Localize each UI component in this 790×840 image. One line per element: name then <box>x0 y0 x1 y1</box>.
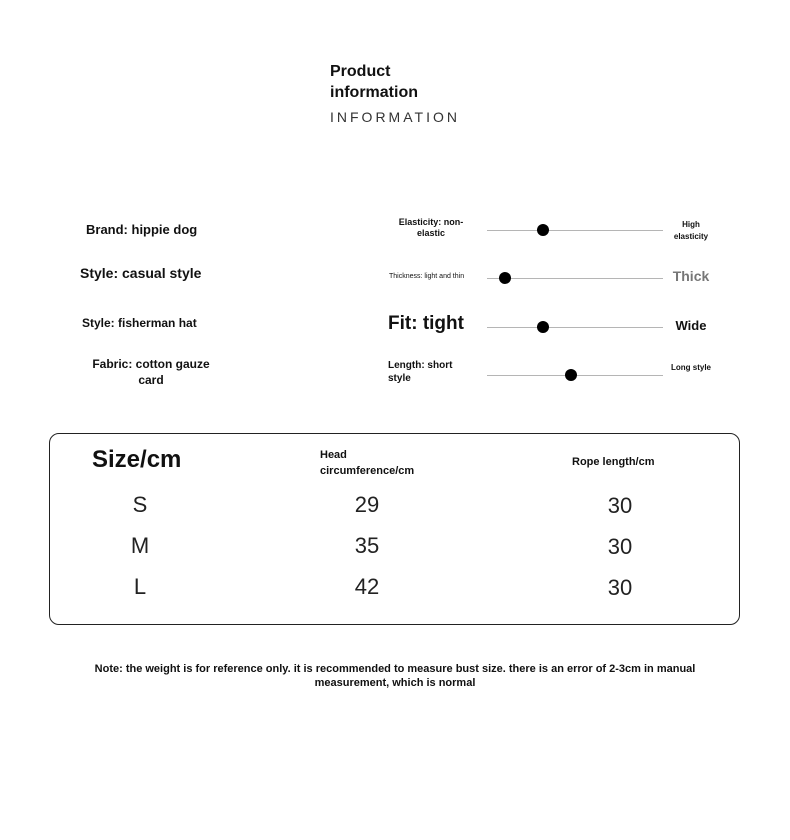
fit-label: Fit: tight <box>388 313 464 334</box>
head-cell: 42 <box>354 574 380 599</box>
section-title: Product information <box>330 63 418 101</box>
head-column-header: Head circumference/cm <box>320 449 415 477</box>
size-cell: S <box>132 492 148 517</box>
hat-style-label: Style: fisherman hat <box>82 316 197 330</box>
fit-indicator <box>537 321 549 333</box>
rope-cell: 30 <box>607 493 633 518</box>
fit-track <box>487 327 663 328</box>
thickness-max-label: Thick <box>672 268 710 284</box>
length-label: Length: short style <box>388 360 453 384</box>
length-track <box>487 375 663 376</box>
rope-cell: 30 <box>607 534 633 559</box>
size-cell: M <box>130 533 150 558</box>
style-label: Style: casual style <box>80 265 202 281</box>
size-cell: L <box>133 574 147 599</box>
fabric-label: Fabric: cotton gauze card <box>92 357 210 387</box>
section-subtitle: INFORMATION <box>330 109 460 125</box>
size-column-header: Size/cm <box>92 446 182 473</box>
elasticity-indicator <box>537 224 549 236</box>
thickness-indicator <box>499 272 511 284</box>
thickness-label: Thickness: light and thin <box>389 273 465 280</box>
fit-max-label: Wide <box>675 318 707 333</box>
rope-column-header: Rope length/cm <box>572 456 655 468</box>
head-cell: 29 <box>354 492 380 517</box>
length-max-label: Long style <box>670 363 711 372</box>
elasticity-track <box>487 230 663 231</box>
measurement-note: Note: the weight is for reference only. it is recommended to measure bust size. there is an error of 2-3cm in manual measurement, which is normal <box>94 663 696 689</box>
head-cell: 35 <box>354 533 380 558</box>
elasticity-label: Elasticity: non-elastic <box>398 217 464 238</box>
length-indicator <box>565 369 577 381</box>
rope-cell: 30 <box>607 575 633 600</box>
thickness-track <box>487 278 663 279</box>
elasticity-max-label: High elasticity <box>673 220 709 241</box>
brand-label: Brand: hippie dog <box>86 222 198 237</box>
